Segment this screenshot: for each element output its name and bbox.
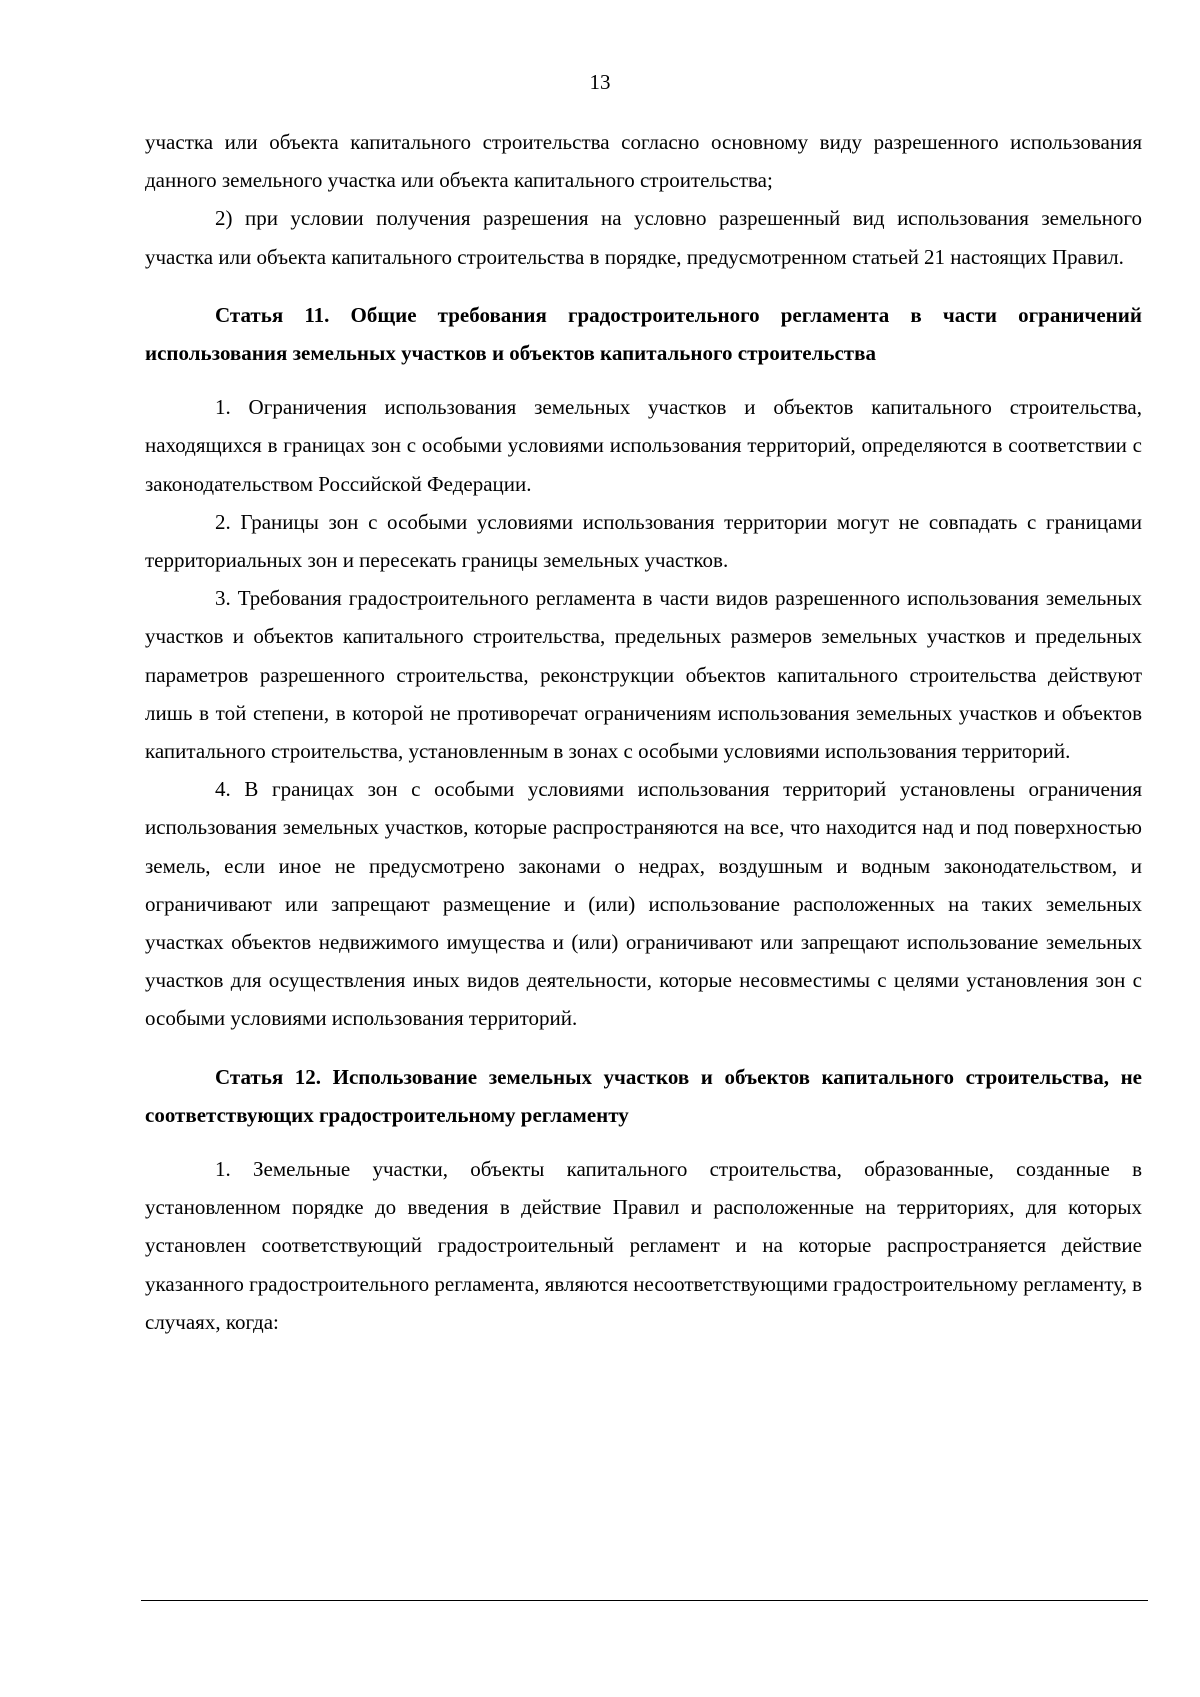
article-11-item-4: 4. В границах зон с особыми условиями использования территорий установлены ограничения использования земельных участков, которые распространяются на все, что находится над и под поверхностью земель, если иное не предусмотрено законами о недрах, воздушным и водным законодательством, и ограничивают или запрещают размещение и (или) использование расположенных на таких земельных участках объектов недвижимого имущества и (или) ограничивают или запрещают использование земельных участков для осуществления иных видов деятельности, которые несовместимы с целями установления зон с особыми условиями использования территорий.	[145, 777, 1142, 1031]
article-11-item-2: 2. Границы зон с особыми условиями использования территории могут не совпадать с границами территориальных зон и пересекать границы земельных участков.	[145, 509, 1142, 573]
article-11-item-1: 1. Ограничения использования земельных участков и объектов капитального строительства, находящихся в границах зон с особыми условиями использования территорий, определяются в соответствии с законодательством Российской Федерации.	[145, 395, 1142, 496]
article-12-item-1: 1. Земельные участки, объекты капитального строительства, образованные, созданные в установленном порядке до введения в действие Правил и расположенные на территориях, для которых установлен соответствующий градостроительный регламент и на которые распространяется действие указанного градостроительного регламента, являются несоответствующими градостроительному регламенту, в случаях, когда:	[145, 1157, 1142, 1334]
page-number: 13	[589, 70, 611, 94]
document-body	[145, 123, 1142, 1341]
list-item-2: 2) при условии получения разрешения на условно разрешенный вид использования земельного участка или объекта капитального строительства в порядке, предусмотренном статьей 21 настоящих Правил.	[145, 206, 1142, 269]
article-12-heading: Статья 12. Использование земельных участков и объектов капитального строительства, не соответствующих градостроительному регламенту	[145, 1064, 1142, 1127]
footer-rule	[141, 1600, 1148, 1601]
article-11-heading: Статья 11. Общие требования градостроительного регламента в части ограничений использования земельных участков и объектов капитального строительства	[145, 302, 1142, 366]
paragraph-continuation: участка или объекта капитального строительства согласно основному виду разрешенного использования данного земельного участка или объекта капитального строительства;	[145, 130, 1142, 193]
article-11-item-3: 3. Требования градостроительного регламента в части видов разрешенного использования земельных участков и объектов капитального строительства, предельных размеров земельных участков и предельных параметров разрешенного строительства, реконструкции объектов капитального строительства действуют лишь в той степени, в которой не противоречат ограничениям использования земельных участков и объектов капитального строительства, установленным в зонах с особыми условиями использования территорий.	[145, 586, 1142, 764]
